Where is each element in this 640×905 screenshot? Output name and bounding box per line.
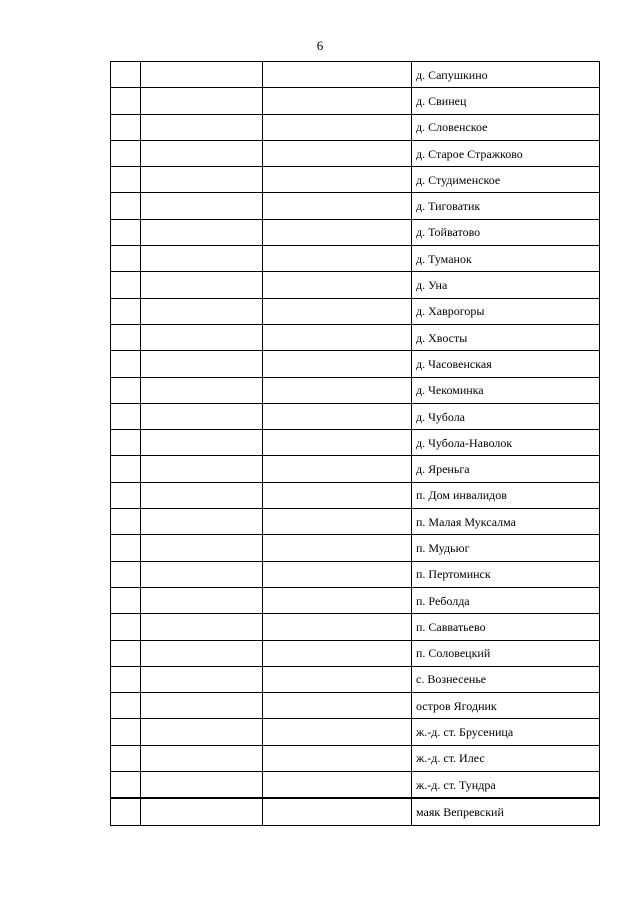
- table-cell-3: [263, 430, 412, 456]
- table-cell-2: [141, 535, 263, 561]
- table-cell-1: [111, 193, 141, 219]
- table-cell-3: [263, 509, 412, 535]
- table-row: [111, 219, 600, 245]
- settlement-name-cell: д. Чубола: [412, 403, 600, 429]
- table-cell-2: [141, 772, 263, 799]
- table-cell-3: [263, 719, 412, 745]
- settlement-name-cell: д. Словенское: [412, 114, 600, 140]
- table-cell-2: [141, 114, 263, 140]
- table-cell-1: [111, 719, 141, 745]
- table-cell-2: [141, 403, 263, 429]
- table-cell-3: [263, 377, 412, 403]
- table-cell-2: [141, 272, 263, 298]
- table-cell-1: [111, 62, 141, 88]
- table-cell-1: [111, 561, 141, 587]
- table-cell-3: [263, 640, 412, 666]
- table-cell-1: [111, 693, 141, 719]
- settlement-name-cell: д. Сапушкино: [412, 62, 600, 88]
- table-row: [111, 587, 600, 613]
- table-row: [111, 798, 600, 825]
- table-cell-1: [111, 798, 141, 825]
- table-cell-3: [263, 482, 412, 508]
- table-cell-3: [263, 798, 412, 825]
- settlement-name-cell: п. Пертоминск: [412, 561, 600, 587]
- table-cell-2: [141, 798, 263, 825]
- table-row: [111, 693, 600, 719]
- table-cell-1: [111, 745, 141, 771]
- table-cell-1: [111, 614, 141, 640]
- table-row: [111, 614, 600, 640]
- table-cell-3: [263, 351, 412, 377]
- table-cell-2: [141, 219, 263, 245]
- table-cell-1: [111, 456, 141, 482]
- table-cell-1: [111, 377, 141, 403]
- table-cell-1: [111, 430, 141, 456]
- settlement-name-cell: п. Савватьево: [412, 614, 600, 640]
- settlement-name-cell: остров Ягодник: [412, 693, 600, 719]
- settlement-name-cell: маяк Вепревский: [412, 798, 600, 825]
- settlement-name-cell: д. Свинец: [412, 88, 600, 114]
- settlement-name-cell: п. Дом инвалидов: [412, 482, 600, 508]
- table-row: [111, 377, 600, 403]
- table-cell-2: [141, 193, 263, 219]
- table-row: [111, 482, 600, 508]
- table-cell-2: [141, 614, 263, 640]
- table-row: [111, 140, 600, 166]
- table-cell-2: [141, 62, 263, 88]
- table-cell-3: [263, 62, 412, 88]
- table-cell-3: [263, 167, 412, 193]
- table-row: [111, 561, 600, 587]
- table-cell-3: [263, 88, 412, 114]
- table-cell-1: [111, 167, 141, 193]
- table-cell-2: [141, 561, 263, 587]
- settlement-name-cell: д. Яреньга: [412, 456, 600, 482]
- table-cell-3: [263, 535, 412, 561]
- table-row: [111, 351, 600, 377]
- table-cell-2: [141, 351, 263, 377]
- settlement-name-cell: п. Реболда: [412, 587, 600, 613]
- table-body: [111, 62, 600, 826]
- settlement-name-cell: д. Хаврогоры: [412, 298, 600, 324]
- settlement-name-cell: д. Уна: [412, 272, 600, 298]
- table-cell-2: [141, 298, 263, 324]
- table-row: [111, 535, 600, 561]
- table-cell-2: [141, 324, 263, 350]
- table-cell-2: [141, 167, 263, 193]
- table-cell-3: [263, 114, 412, 140]
- table-cell-3: [263, 140, 412, 166]
- table-cell-1: [111, 666, 141, 692]
- table-cell-1: [111, 246, 141, 272]
- table-row: [111, 772, 600, 799]
- table-cell-1: [111, 482, 141, 508]
- table-row: [111, 272, 600, 298]
- table-cell-1: [111, 219, 141, 245]
- table-cell-2: [141, 719, 263, 745]
- table-cell-3: [263, 693, 412, 719]
- table-cell-1: [111, 587, 141, 613]
- table-cell-1: [111, 535, 141, 561]
- table-cell-2: [141, 88, 263, 114]
- table-row: [111, 88, 600, 114]
- table-row: [111, 246, 600, 272]
- settlement-name-cell: п. Соловецкий: [412, 640, 600, 666]
- table-cell-1: [111, 403, 141, 429]
- table-cell-2: [141, 482, 263, 508]
- settlement-name-cell: д. Чубола-Наволок: [412, 430, 600, 456]
- table-cell-2: [141, 640, 263, 666]
- settlement-name-cell: д. Тиговатик: [412, 193, 600, 219]
- settlements-table: [110, 61, 600, 826]
- table-cell-1: [111, 640, 141, 666]
- table-cell-1: [111, 140, 141, 166]
- table-cell-2: [141, 693, 263, 719]
- table-row: [111, 193, 600, 219]
- table-cell-2: [141, 587, 263, 613]
- table-cell-3: [263, 587, 412, 613]
- table-row: [111, 640, 600, 666]
- table-cell-3: [263, 298, 412, 324]
- settlement-name-cell: п. Мудьюг: [412, 535, 600, 561]
- settlement-name-cell: ж.-д. ст. Брусеница: [412, 719, 600, 745]
- table-row: [111, 719, 600, 745]
- table-cell-1: [111, 298, 141, 324]
- table-cell-2: [141, 377, 263, 403]
- settlement-name-cell: д. Студименское: [412, 167, 600, 193]
- table-cell-1: [111, 324, 141, 350]
- table-cell-1: [111, 272, 141, 298]
- table-cell-3: [263, 272, 412, 298]
- table-cell-2: [141, 430, 263, 456]
- settlement-name-cell: д. Чекоминка: [412, 377, 600, 403]
- table-cell-3: [263, 745, 412, 771]
- table-cell-2: [141, 509, 263, 535]
- table-row: [111, 62, 600, 88]
- settlement-name-cell: д. Часовенская: [412, 351, 600, 377]
- table-cell-3: [263, 666, 412, 692]
- table-row: [111, 745, 600, 771]
- settlement-name-cell: д. Хвосты: [412, 324, 600, 350]
- table-cell-1: [111, 772, 141, 799]
- table-row: [111, 114, 600, 140]
- settlement-name-cell: д. Тойватово: [412, 219, 600, 245]
- settlement-name-cell: ж.-д. ст. Илес: [412, 745, 600, 771]
- settlement-name-cell: п. Малая Муксалма: [412, 509, 600, 535]
- table-cell-3: [263, 456, 412, 482]
- table-cell-3: [263, 193, 412, 219]
- table-cell-2: [141, 456, 263, 482]
- table-cell-3: [263, 219, 412, 245]
- table-row: [111, 167, 600, 193]
- table-cell-3: [263, 403, 412, 429]
- table-row: [111, 509, 600, 535]
- page-number: 6: [316, 38, 324, 53]
- table-row: [111, 430, 600, 456]
- table-cell-3: [263, 614, 412, 640]
- table-cell-3: [263, 561, 412, 587]
- table-cell-1: [111, 351, 141, 377]
- table-cell-3: [263, 772, 412, 799]
- table-cell-2: [141, 745, 263, 771]
- table-cell-1: [111, 509, 141, 535]
- table-row: [111, 324, 600, 350]
- table-row: [111, 456, 600, 482]
- table-cell-2: [141, 140, 263, 166]
- settlement-name-cell: с. Вознесенье: [412, 666, 600, 692]
- table-row: [111, 403, 600, 429]
- table-row: [111, 666, 600, 692]
- settlement-name-cell: д. Туманок: [412, 246, 600, 272]
- table-cell-2: [141, 246, 263, 272]
- table-cell-3: [263, 246, 412, 272]
- table-cell-1: [111, 114, 141, 140]
- settlement-name-cell: д. Старое Стражково: [412, 140, 600, 166]
- table-row: [111, 298, 600, 324]
- table-cell-3: [263, 324, 412, 350]
- table-cell-1: [111, 88, 141, 114]
- settlement-name-cell: ж.-д. ст. Тундра: [412, 772, 600, 799]
- table-cell-2: [141, 666, 263, 692]
